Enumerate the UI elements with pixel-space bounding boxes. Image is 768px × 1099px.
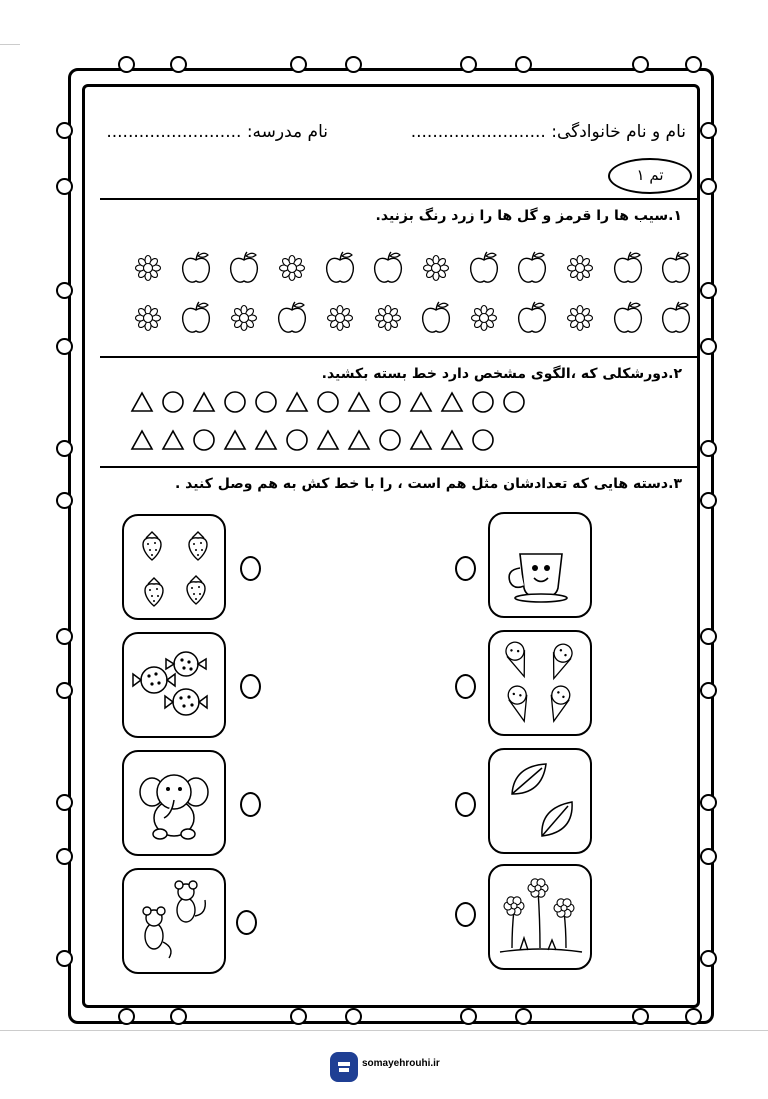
flower-icon[interactable] [224,298,264,338]
flower-icon[interactable] [128,248,168,288]
match-dot-left-3[interactable] [240,792,261,817]
match-dot-right-1[interactable] [455,556,476,581]
section-divider [100,198,698,200]
match-dot-left-2[interactable] [240,674,261,699]
apple-icon[interactable] [416,298,456,338]
leaf-icon [490,750,590,852]
card-elephant [122,750,226,856]
border-loop [56,848,73,865]
student-name-label: نام و نام خانوادگی: ......................... [410,122,686,142]
apple-icon[interactable] [368,248,408,288]
triangle-shape[interactable] [347,428,371,452]
border-loop [632,56,649,73]
apple-icon[interactable] [608,248,648,288]
match-dot-left-1[interactable] [240,556,261,581]
triangle-shape[interactable] [440,428,464,452]
border-loop [515,56,532,73]
question-1-title: ۱.سیب ها را قرمز و گل ها را زرد رنگ بزنید. [375,208,682,224]
scan-edge-mark [0,44,20,45]
card-mice [122,868,226,974]
triangle-shape[interactable] [223,428,247,452]
border-loop [56,122,73,139]
border-loop [345,1008,362,1025]
border-loop [56,794,73,811]
border-loop [290,1008,307,1025]
triangle-shape[interactable] [285,390,309,414]
flower-icon[interactable] [272,248,312,288]
apple-icon[interactable] [176,298,216,338]
flower-icon[interactable] [368,298,408,338]
flower-icon[interactable] [416,248,456,288]
border-loop [460,1008,477,1025]
border-loop [700,682,717,699]
triangle-shape[interactable] [409,390,433,414]
border-loop [118,56,135,73]
border-loop [700,848,717,865]
flower-icon[interactable] [464,298,504,338]
border-loop [56,282,73,299]
circle-shape[interactable] [254,390,278,414]
scan-edge-mark [0,1030,768,1031]
card-flowers [488,864,592,970]
mice-icon [124,870,224,972]
border-loop [515,1008,532,1025]
triangle-shape[interactable] [316,428,340,452]
apple-icon[interactable] [608,298,648,338]
site-logo-icon [330,1052,358,1082]
apple-icon[interactable] [464,248,504,288]
apple-icon[interactable] [320,248,360,288]
border-loop [345,56,362,73]
apple-icon[interactable] [656,248,696,288]
triangle-shape[interactable] [409,428,433,452]
apple-icon[interactable] [272,298,312,338]
circle-shape[interactable] [316,390,340,414]
border-loop [56,950,73,967]
triangle-shape[interactable] [130,390,154,414]
border-loop [700,950,717,967]
flower-icon[interactable] [128,298,168,338]
border-loop [700,492,717,509]
border-loop [56,682,73,699]
border-loop [700,338,717,355]
apple-icon[interactable] [176,248,216,288]
footer-website: somayehrouhi.ir [362,1058,440,1069]
triangle-shape[interactable] [192,390,216,414]
flowers-icon [490,866,590,968]
border-loop [56,440,73,457]
border-loop [290,56,307,73]
flower-icon[interactable] [320,298,360,338]
circle-shape[interactable] [471,390,495,414]
border-loop [700,628,717,645]
circle-shape[interactable] [223,390,247,414]
cup-icon [490,514,590,616]
border-loop [56,178,73,195]
school-name-label: نام مدرسه: ......................... [106,122,328,142]
flower-icon[interactable] [560,298,600,338]
border-loop [56,628,73,645]
fruit-flower-row-1 [128,248,704,288]
match-dot-right-2[interactable] [455,674,476,699]
shape-pattern-row-2 [130,428,502,452]
border-loop [56,492,73,509]
circle-shape[interactable] [285,428,309,452]
theme-badge: تم ۱ [608,158,692,194]
card-strawberries [122,514,226,620]
border-loop [700,440,717,457]
border-loop [170,1008,187,1025]
border-loop [632,1008,649,1025]
circle-shape[interactable] [471,428,495,452]
card-candies [122,632,226,738]
circle-shape[interactable] [192,428,216,452]
ice-cream-icon [490,632,590,734]
border-loop [700,178,717,195]
circle-shape[interactable] [161,390,185,414]
circle-shape[interactable] [378,428,402,452]
apple-icon[interactable] [512,248,552,288]
question-3-title: ۳.دسته هایی که تعدادشان مثل هم است ، را با خط کش به هم وصل کنید . [174,476,682,492]
match-dot-left-4[interactable] [236,910,257,935]
card-ice-creams [488,630,592,736]
border-loop [56,338,73,355]
shape-pattern-row-1 [130,390,533,414]
card-cup [488,512,592,618]
border-loop [118,1008,135,1025]
card-leaves [488,748,592,854]
triangle-shape[interactable] [130,428,154,452]
triangle-shape[interactable] [254,428,278,452]
section-divider [100,466,698,468]
apple-icon[interactable] [512,298,552,338]
border-loop [170,56,187,73]
border-loop [700,122,717,139]
elephant-icon [124,752,224,854]
triangle-shape[interactable] [161,428,185,452]
border-loop [685,56,702,73]
circle-shape[interactable] [502,390,526,414]
border-loop [700,794,717,811]
border-loop [460,56,477,73]
fruit-flower-row-2 [128,298,704,338]
apple-icon[interactable] [656,298,696,338]
section-divider [100,356,698,358]
question-2-title: ۲.دورشکلی که ،الگوی مشخص دارد خط بسته بکشید. [321,366,682,382]
strawberries-icon [124,516,224,618]
flower-icon[interactable] [560,248,600,288]
apple-icon[interactable] [224,248,264,288]
candies-icon [124,634,224,736]
circle-shape[interactable] [378,390,402,414]
triangle-shape[interactable] [440,390,464,414]
match-dot-right-4[interactable] [455,902,476,927]
match-dot-right-3[interactable] [455,792,476,817]
border-loop [685,1008,702,1025]
triangle-shape[interactable] [347,390,371,414]
